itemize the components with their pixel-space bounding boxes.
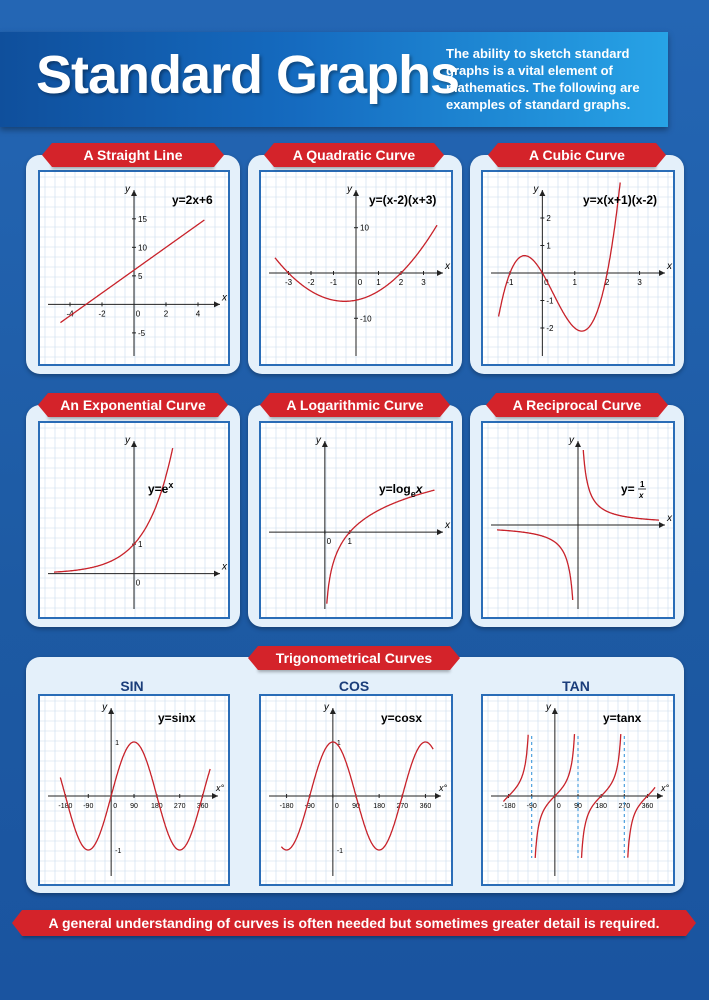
label-trig: Trigonometrical Curves xyxy=(258,646,450,670)
straight-line-chart xyxy=(40,172,228,364)
graph-quadratic xyxy=(259,170,453,366)
equation-logarithmic: $y=\log_ex$ xyxy=(379,482,423,499)
x-tick-label: -1 xyxy=(506,278,514,287)
x-axis-label: x xyxy=(667,513,672,524)
graph-exponential xyxy=(38,421,230,619)
x-tick-label: 90 xyxy=(574,803,582,810)
y-axis-label: y xyxy=(533,184,539,195)
x-tick-label: 0 xyxy=(334,803,339,810)
equation-reciprocal-numerator: 1 xyxy=(640,480,645,489)
y-axis-arrow xyxy=(131,190,137,196)
equation-reciprocal-denominator: x xyxy=(639,491,644,500)
label-reciprocal: A Reciprocal Curve xyxy=(496,393,658,417)
label-quadratic: A Quadratic Curve xyxy=(274,143,434,167)
x-tick-label: 360 xyxy=(419,803,432,810)
equation-quadratic: y=(x-2)(x+3) xyxy=(369,193,437,207)
y-tick-label: -1 xyxy=(546,296,554,306)
equation-cos: y=cosx xyxy=(381,711,423,725)
equation-reciprocal-lhs: y= xyxy=(621,482,635,496)
graph-sin xyxy=(38,694,230,886)
x-tick-label: 180 xyxy=(373,803,385,810)
x-tick-label: 90 xyxy=(352,803,360,810)
y-axis-label: y xyxy=(315,435,321,446)
graph-straight-line xyxy=(38,170,230,366)
curve-reciprocal-negative xyxy=(497,530,573,600)
y-tick-label: 5 xyxy=(138,271,143,281)
curve-tan xyxy=(503,735,528,802)
label-cubic: A Cubic Curve xyxy=(498,143,656,167)
equation-straight-line: y=2x+6 xyxy=(172,193,213,207)
x-tick-label: 0 xyxy=(326,537,332,547)
y-tick-label: 10 xyxy=(360,223,369,233)
x-tick-label: 2 xyxy=(398,278,404,287)
x-tick-label: 270 xyxy=(618,803,631,810)
x-axis-label: x xyxy=(222,292,227,304)
y-tick-label: 1 xyxy=(138,540,143,550)
y-axis-label: y xyxy=(125,435,130,446)
y-axis-arrow xyxy=(539,190,545,196)
y-tick-label: -1 xyxy=(115,848,122,855)
equation-cubic: y=x(x+1)(x-2) xyxy=(583,193,658,207)
x-axis-arrow xyxy=(657,793,663,799)
x-tick-label: 270 xyxy=(396,803,409,810)
x-tick-label: -180 xyxy=(58,803,73,810)
x-axis-arrow xyxy=(659,522,665,528)
x-axis-label: x xyxy=(445,520,450,532)
logarithmic-chart xyxy=(261,423,451,617)
y-tick-label: 1 xyxy=(115,740,120,747)
footer-banner: A general understanding of curves is often needed but sometimes greater detail is required. xyxy=(22,910,686,936)
y-tick-label: -1 xyxy=(336,848,344,855)
x-tick-label: 3 xyxy=(421,278,426,287)
x-axis-arrow xyxy=(437,270,443,276)
x-tick-label: -1 xyxy=(329,278,338,287)
x-tick-label: 1 xyxy=(572,278,577,287)
title-cos: COS xyxy=(338,678,370,694)
x-tick-label: 0 xyxy=(135,578,141,588)
x-tick-label: -90 xyxy=(83,803,94,810)
graph-logarithmic xyxy=(259,421,453,619)
title-tan: TAN xyxy=(562,678,590,694)
x-tick-label: 2 xyxy=(604,278,610,287)
title-sin: SIN xyxy=(120,678,144,694)
graph-tan xyxy=(481,694,675,886)
x-tick-label: -180 xyxy=(279,803,294,810)
x-tick-label: 1 xyxy=(376,278,381,287)
y-tick-label: 1 xyxy=(546,241,551,251)
x-tick-label: 3 xyxy=(637,278,642,287)
y-axis-arrow xyxy=(353,190,359,196)
x-tick-label: 1 xyxy=(347,537,352,547)
equation-sin: y=sinx xyxy=(158,711,196,725)
x-axis-arrow xyxy=(214,301,220,307)
x-tick-label: -180 xyxy=(501,803,516,810)
x-tick-label: 0 xyxy=(113,803,118,810)
tan-chart xyxy=(483,696,673,884)
reciprocal-chart xyxy=(483,423,673,617)
y-axis-label: y xyxy=(569,435,574,446)
x-tick-label: -90 xyxy=(304,803,315,810)
x-axis-label: x° xyxy=(216,783,225,793)
y-tick-label: -2 xyxy=(546,324,554,333)
y-axis-label: y xyxy=(347,184,352,195)
graph-cos xyxy=(259,694,453,886)
x-tick-label: -2 xyxy=(98,309,106,319)
y-axis-arrow xyxy=(575,441,581,447)
x-tick-label: 0 xyxy=(556,803,561,810)
y-axis-label: y xyxy=(323,702,329,713)
x-tick-label: -4 xyxy=(66,309,74,319)
x-tick-label: 270 xyxy=(173,803,186,810)
label-logarithmic: A Logarithmic Curve xyxy=(270,393,440,417)
equation-tan: y=tanx xyxy=(603,711,642,725)
x-tick-label: 0 xyxy=(135,309,141,319)
x-tick-label: 0 xyxy=(357,278,363,287)
y-tick-label: 15 xyxy=(138,214,147,224)
y-tick-label: 1 xyxy=(336,740,341,747)
x-axis-label: x xyxy=(222,561,227,573)
quadratic-chart xyxy=(261,172,451,364)
x-axis-label: x xyxy=(445,261,450,272)
label-straight-line: A Straight Line xyxy=(52,143,214,167)
x-axis-arrow xyxy=(214,571,220,577)
sin-chart xyxy=(40,696,228,884)
x-tick-label: -3 xyxy=(284,278,293,287)
x-axis-arrow xyxy=(437,529,443,535)
graph-cubic xyxy=(481,170,675,366)
y-tick-label: -10 xyxy=(360,314,372,324)
intro-text: The ability to sketch standard graphs is a vital element of mathematics. The following are examples of standard graphs. xyxy=(446,46,640,112)
x-axis-arrow xyxy=(435,793,441,799)
x-tick-label: 360 xyxy=(196,803,209,810)
graph-reciprocal xyxy=(481,421,675,619)
x-tick-label: 360 xyxy=(641,803,654,810)
x-tick-label: 180 xyxy=(595,803,607,810)
y-axis-label: y xyxy=(545,702,551,713)
equation-exponential: $y=e^x$ xyxy=(148,480,174,496)
cos-chart xyxy=(261,696,451,884)
y-tick-label: -5 xyxy=(138,328,146,338)
x-tick-label: -2 xyxy=(307,278,315,287)
label-exponential: An Exponential Curve xyxy=(48,393,218,417)
curve-logarithmic xyxy=(327,490,435,604)
x-tick-label: 0 xyxy=(544,278,549,287)
x-tick-label: 4 xyxy=(195,309,201,319)
y-axis-arrow xyxy=(131,441,137,447)
x-axis-label: x° xyxy=(439,783,448,793)
cubic-chart xyxy=(483,172,673,364)
exponential-chart xyxy=(40,423,228,617)
x-tick-label: 180 xyxy=(151,803,163,810)
curve-tan xyxy=(628,787,655,857)
y-axis-label: y xyxy=(102,702,108,713)
y-tick-label: 2 xyxy=(546,214,551,223)
x-axis-label: x° xyxy=(661,783,670,793)
x-tick-label: 2 xyxy=(163,309,169,319)
y-axis-arrow xyxy=(322,441,328,447)
x-tick-label: 90 xyxy=(130,803,138,810)
x-axis-arrow xyxy=(659,270,665,276)
x-axis-label: x xyxy=(667,261,672,272)
y-tick-label: 10 xyxy=(138,243,147,253)
x-tick-label: -90 xyxy=(526,803,537,810)
y-axis-label: y xyxy=(125,184,130,195)
page-title: Standard Graphs xyxy=(36,45,460,105)
